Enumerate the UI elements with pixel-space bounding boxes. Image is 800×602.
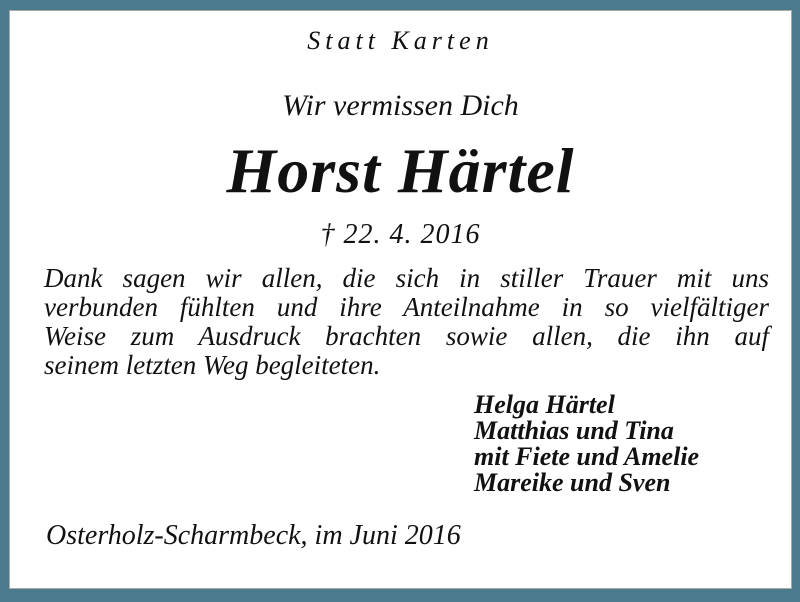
intro-line: Wir vermissen Dich — [282, 89, 519, 122]
mourner-line: Helga Härtel — [474, 390, 615, 419]
notice-card — [9, 10, 792, 589]
thanks-line: Weise zum Ausdruck brachten sowie allen, die ihn auf — [44, 321, 769, 351]
death-date: † 22. 4. 2016 — [320, 219, 481, 250]
mourner-line: Matthias und Tina — [474, 416, 674, 445]
thanks-line: verbunden fühlten und ihre Anteilnahme in so vielfältiger — [44, 292, 769, 322]
deceased-name: Horst Härtel — [226, 135, 575, 206]
mourner-line: mit Fiete und Amelie — [474, 442, 700, 471]
place-date-line: Osterholz-Scharmbeck, im Juni 2016 — [46, 520, 461, 551]
thanks-line: Dank sagen wir allen, die sich in stiller Trauer mit uns — [44, 263, 769, 293]
mourners-list — [474, 392, 699, 496]
statt-karten-line: Statt Karten — [307, 26, 494, 55]
thanks-line: seinem letzten Weg begleiteten. — [44, 350, 381, 380]
mourner-line: Mareike und Sven — [474, 468, 671, 497]
thanks-paragraph — [44, 264, 769, 380]
